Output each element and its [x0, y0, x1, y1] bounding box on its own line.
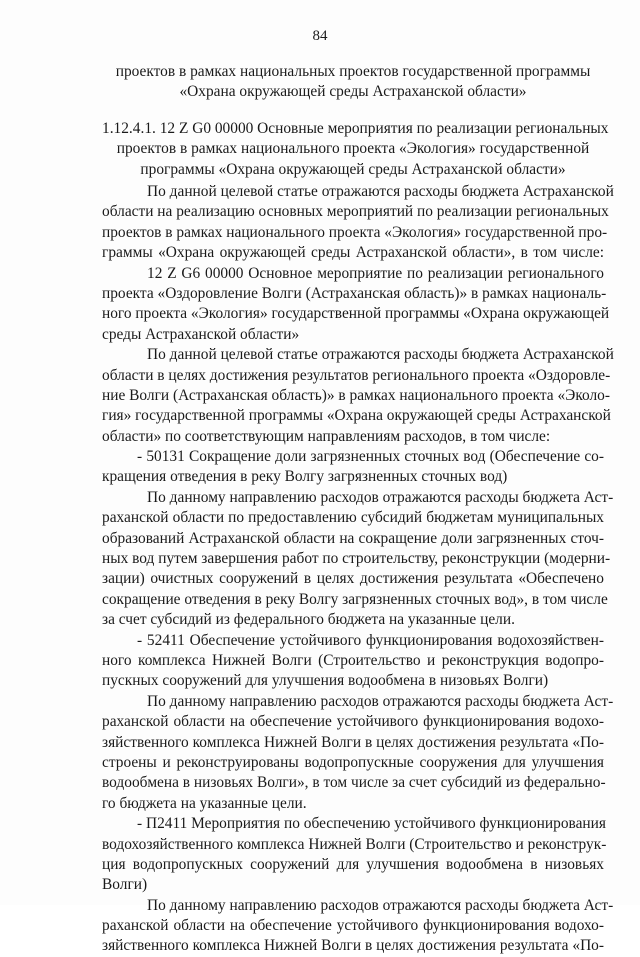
text-line: гия» государственной программы «Охрана окружающей среды Астраханской: [102, 407, 611, 425]
text-line: По данному направлению расходов отражаются расходы бюджета Аст-: [147, 488, 614, 506]
heading-line: проектов в рамках национальных проектов государственной программы: [115, 63, 591, 80]
text-line: ных вод путем завершения работ по строительству, реконструкции (модерни-: [102, 550, 611, 568]
text-line: - 50131 Сокращение доли загрязненных сточных вод (Обеспечение со-: [137, 448, 604, 466]
text-line: водохозяйственного комплекса Нижней Волги (Строительство и реконструк-: [102, 835, 607, 853]
heading-line: 1.12.4.1. 12 Z G0 00000 Основные мероприятия по реализации региональных: [102, 120, 609, 137]
text-line: По данной целевой статье отражаются расходы бюджета Астраханской: [147, 346, 614, 364]
text-line: граммы «Охрана окружающей среды Астраханской области», в том числе:: [102, 244, 604, 262]
paragraph: [102, 345, 614, 447]
text-line: зяйственного комплекса Нижней Волги в целях достижения результата «По-: [102, 937, 604, 955]
subsection-heading: [102, 119, 609, 180]
text-line: раханской области по предоставлению субсидий бюджетам муниципальных: [102, 509, 604, 527]
text-line: проекта «Оздоровление Волги (Астраханская область)» в рамках националь-: [102, 284, 607, 302]
text-line: среды Астраханской области»: [102, 325, 300, 343]
list-item: [102, 447, 604, 488]
text-line: ного комплекса Нижней Волги (Строительство и реконструкция водопро-: [102, 651, 604, 669]
text-line: проектов в рамках национального проекта «Экология» государственной про-: [102, 223, 608, 241]
text-line: зации) очистных сооружений в целях достижения результата «Обеспечено: [102, 570, 604, 588]
text-line: области на реализацию основных мероприятий по реализации региональных: [102, 203, 609, 221]
list-item: [102, 631, 604, 692]
text-line: образований Астраханской области на сокращение доли загрязненных сточ-: [102, 529, 604, 547]
paragraph: [102, 692, 614, 814]
body-text: [102, 182, 614, 957]
text-line: области» по соответствующим направлениям расходов, в том числе:: [102, 427, 551, 445]
page-number: 84: [312, 28, 328, 44]
text-line: области в целях достижения результатов регионального проекта «Оздоровле-: [102, 366, 611, 384]
text-line: - П2411 Мероприятия по обеспечению устойчивого функционирования: [137, 815, 606, 833]
text-line: Волги): [102, 876, 148, 894]
text-line: водообмена в низовьях Волги», в том числе за счет субсидий из федерально-: [102, 774, 606, 792]
text-line: По данному направлению расходов отражаются расходы бюджета Аст-: [147, 692, 614, 710]
text-line: По данному направлению расходов отражаются расходы бюджета Аст-: [147, 896, 614, 914]
paragraph: [102, 488, 614, 631]
text-line: - 52411 Обеспечение устойчивого функционирования водохозяйствен-: [137, 631, 604, 649]
text-line: кращения отведения в реку Волгу загрязненных сточных вод): [102, 468, 508, 486]
paragraph: [102, 182, 614, 264]
heading-line: проектов в рамках национального проекта «Экология» государственной: [116, 140, 590, 158]
text-line: зяйственного комплекса Нижней Волги в целях достижения результата «По-: [102, 733, 604, 751]
text-line: По данной целевой статье отражаются расходы бюджета Астраханской: [147, 183, 614, 200]
text-line: строены и реконструированы водопропускные сооружения для улучшения: [102, 753, 604, 771]
paragraph: [102, 264, 610, 346]
text-line: 12 Z G6 00000 Основное мероприятие по реализации регионального: [147, 264, 604, 282]
text-line: пускных сооружений для улучшения водообмена в низовьях Волги): [102, 672, 549, 690]
section-heading: [102, 62, 604, 103]
text-line: ция водопропускных сооружений для улучшения водообмена в низовьях: [102, 855, 604, 873]
heading-line: программы «Охрана окружающей среды Астраханской области»: [140, 160, 566, 178]
text-line: за счет субсидий из федерального бюджета на указанные цели.: [102, 611, 515, 629]
heading-line: «Охрана окружающей среды Астраханской области»: [179, 83, 527, 101]
text-line: раханской области на обеспечение устойчивого функционирования водохо-: [102, 713, 604, 731]
text-line: ние Волги (Астраханская область)» в рамках национального проекта «Эколо-: [102, 386, 611, 404]
list-item: [102, 814, 607, 896]
text-line: раханской области на обеспечение устойчивого функционирования водохо-: [102, 917, 604, 935]
text-line: го бюджета на указанные цели.: [102, 794, 307, 812]
text-line: сокращение отведения в реку Волгу загрязненных сточных вод», в том числе: [102, 590, 608, 608]
text-line: ного проекта «Экология» государственной программы «Охрана окружающей: [102, 305, 610, 323]
